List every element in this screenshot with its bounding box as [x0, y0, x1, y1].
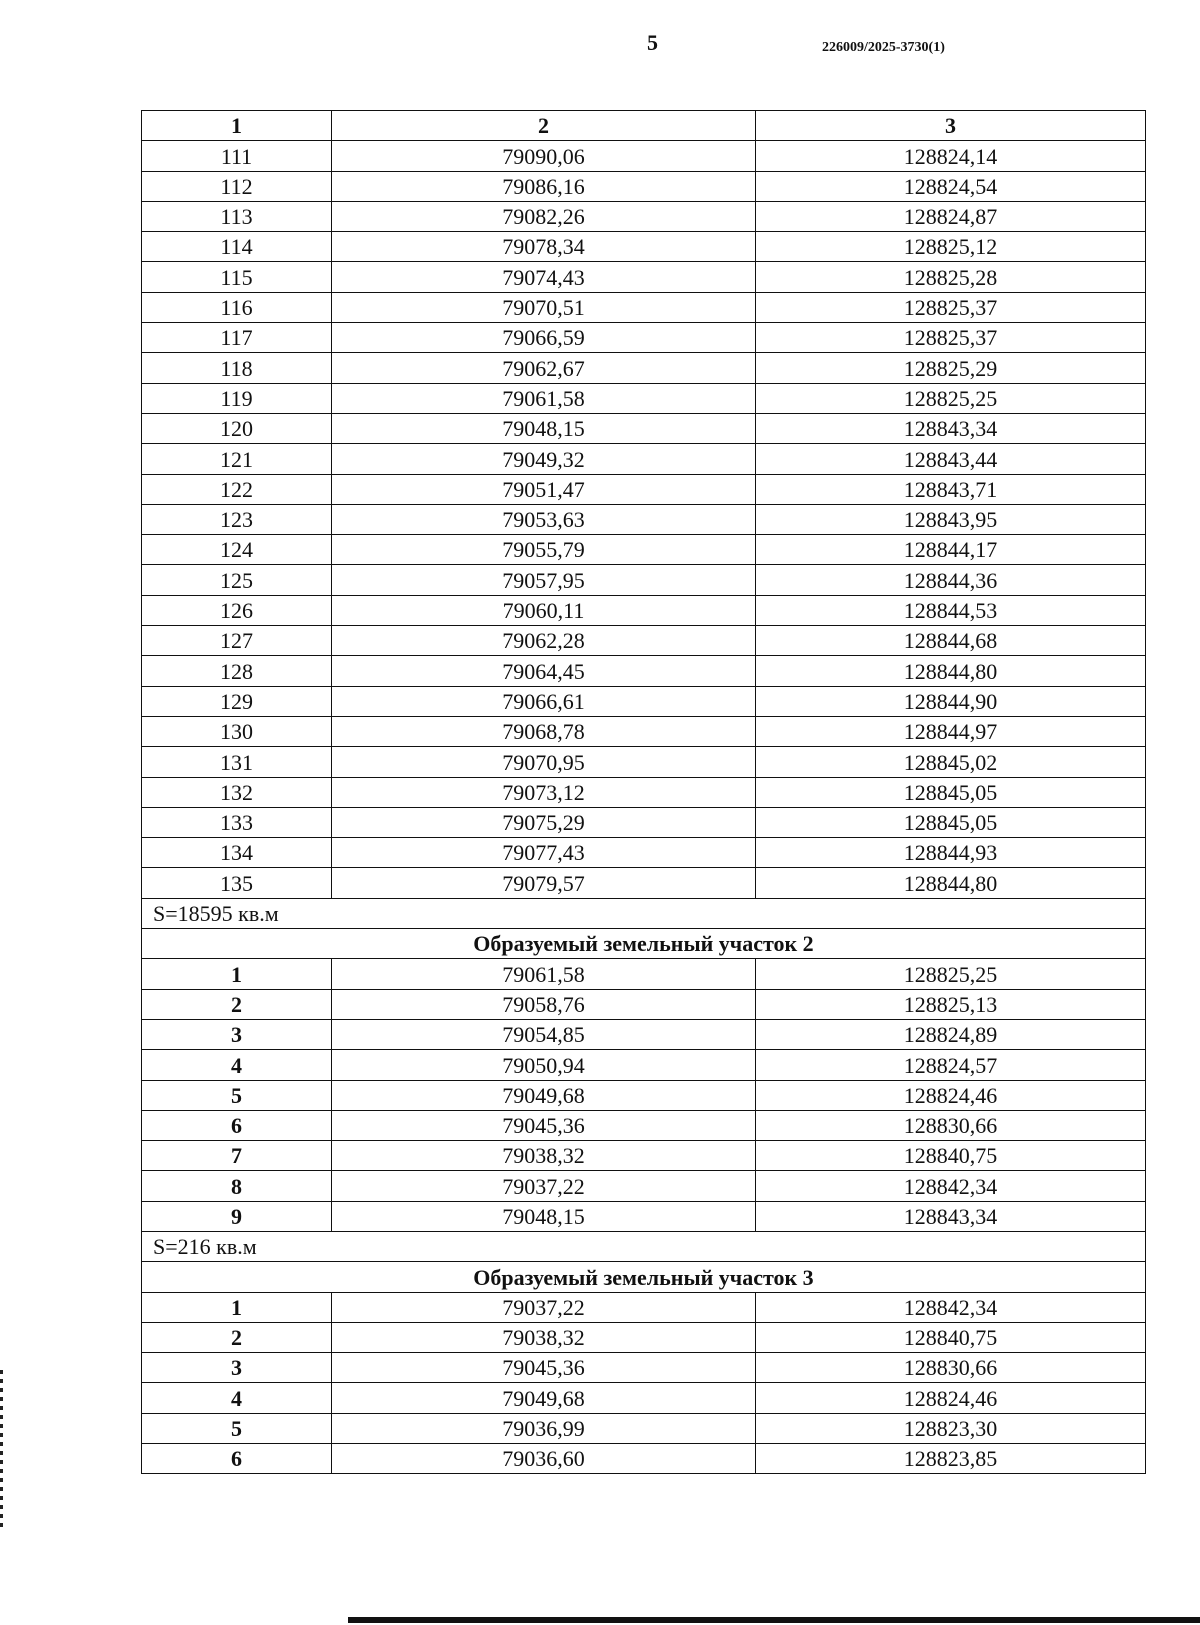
y-coordinate-cell: 128824,14: [756, 141, 1146, 171]
x-coordinate-cell: 79068,78: [332, 716, 756, 746]
table-row: [142, 626, 1146, 656]
point-number-cell: 113: [142, 201, 332, 231]
x-coordinate-cell: 79054,85: [332, 1019, 756, 1049]
table-row: [142, 777, 1146, 807]
column-header: 3: [756, 111, 1146, 141]
point-number-cell: 124: [142, 535, 332, 565]
point-number-cell: 117: [142, 323, 332, 353]
point-number-cell: 130: [142, 716, 332, 746]
section-title: Образуемый земельный участок 2: [142, 929, 1146, 959]
y-coordinate-cell: 128825,28: [756, 262, 1146, 292]
coordinates-table: [141, 110, 1146, 1474]
table-row: [142, 353, 1146, 383]
table-row: [142, 141, 1146, 171]
y-coordinate-cell: 128823,85: [756, 1444, 1146, 1474]
y-coordinate-cell: 128844,53: [756, 595, 1146, 625]
x-coordinate-cell: 79036,60: [332, 1444, 756, 1474]
point-number-cell: 9: [142, 1201, 332, 1231]
table-row: [142, 1141, 1146, 1171]
x-coordinate-cell: 79037,22: [332, 1171, 756, 1201]
point-number-cell: 3: [142, 1019, 332, 1049]
point-number-cell: 7: [142, 1141, 332, 1171]
table-row: [142, 1201, 1146, 1231]
y-coordinate-cell: 128844,68: [756, 626, 1146, 656]
table-row: [142, 232, 1146, 262]
table-body: [142, 141, 1146, 1474]
x-coordinate-cell: 79045,36: [332, 1110, 756, 1140]
y-coordinate-cell: 128824,87: [756, 201, 1146, 231]
x-coordinate-cell: 79070,51: [332, 292, 756, 322]
point-number-cell: 2: [142, 1322, 332, 1352]
table-row: [142, 747, 1146, 777]
table-row: [142, 595, 1146, 625]
area-row: [142, 1231, 1146, 1261]
x-coordinate-cell: 79073,12: [332, 777, 756, 807]
x-coordinate-cell: 79064,45: [332, 656, 756, 686]
y-coordinate-cell: 128844,90: [756, 686, 1146, 716]
x-coordinate-cell: 79060,11: [332, 595, 756, 625]
point-number-cell: 121: [142, 444, 332, 474]
table-row: [142, 1413, 1146, 1443]
y-coordinate-cell: 128843,34: [756, 413, 1146, 443]
x-coordinate-cell: 79062,28: [332, 626, 756, 656]
document-id: 226009/2025-3730(1): [822, 40, 945, 55]
table-row: [142, 989, 1146, 1019]
x-coordinate-cell: 79070,95: [332, 747, 756, 777]
point-number-cell: 8: [142, 1171, 332, 1201]
table-row: [142, 383, 1146, 413]
table-row: [142, 504, 1146, 534]
y-coordinate-cell: 128825,29: [756, 353, 1146, 383]
x-coordinate-cell: 79048,15: [332, 1201, 756, 1231]
point-number-cell: 129: [142, 686, 332, 716]
section-title: Образуемый земельный участок 3: [142, 1262, 1146, 1292]
y-coordinate-cell: 128844,80: [756, 656, 1146, 686]
table-row: [142, 1050, 1146, 1080]
point-number-cell: 131: [142, 747, 332, 777]
table-row: [142, 535, 1146, 565]
point-number-cell: 126: [142, 595, 332, 625]
point-number-cell: 122: [142, 474, 332, 504]
x-coordinate-cell: 79057,95: [332, 565, 756, 595]
y-coordinate-cell: 128842,34: [756, 1171, 1146, 1201]
y-coordinate-cell: 128843,95: [756, 504, 1146, 534]
y-coordinate-cell: 128825,37: [756, 292, 1146, 322]
point-number-cell: 123: [142, 504, 332, 534]
point-number-cell: 1: [142, 959, 332, 989]
y-coordinate-cell: 128825,25: [756, 383, 1146, 413]
y-coordinate-cell: 128830,66: [756, 1110, 1146, 1140]
y-coordinate-cell: 128843,71: [756, 474, 1146, 504]
table-row: [142, 323, 1146, 353]
table-row: [142, 716, 1146, 746]
point-number-cell: 128: [142, 656, 332, 686]
column-header: 2: [332, 111, 756, 141]
table-row: [142, 474, 1146, 504]
y-coordinate-cell: 128845,05: [756, 777, 1146, 807]
x-coordinate-cell: 79036,99: [332, 1413, 756, 1443]
table-row: [142, 1171, 1146, 1201]
x-coordinate-cell: 79058,76: [332, 989, 756, 1019]
table-row: [142, 807, 1146, 837]
area-row: [142, 898, 1146, 928]
point-number-cell: 114: [142, 232, 332, 262]
x-coordinate-cell: 79038,32: [332, 1322, 756, 1352]
point-number-cell: 118: [142, 353, 332, 383]
y-coordinate-cell: 128840,75: [756, 1141, 1146, 1171]
point-number-cell: 133: [142, 807, 332, 837]
table-row: [142, 1110, 1146, 1140]
y-coordinate-cell: 128842,34: [756, 1292, 1146, 1322]
point-number-cell: 3: [142, 1353, 332, 1383]
point-number-cell: 6: [142, 1110, 332, 1140]
point-number-cell: 6: [142, 1444, 332, 1474]
point-number-cell: 132: [142, 777, 332, 807]
point-number-cell: 5: [142, 1413, 332, 1443]
scan-left-edge: [0, 1370, 3, 1530]
point-number-cell: 125: [142, 565, 332, 595]
point-number-cell: 120: [142, 413, 332, 443]
table-row: [142, 171, 1146, 201]
y-coordinate-cell: 128844,17: [756, 535, 1146, 565]
y-coordinate-cell: 128844,93: [756, 838, 1146, 868]
x-coordinate-cell: 79061,58: [332, 959, 756, 989]
table-row: [142, 1444, 1146, 1474]
point-number-cell: 111: [142, 141, 332, 171]
x-coordinate-cell: 79075,29: [332, 807, 756, 837]
y-coordinate-cell: 128840,75: [756, 1322, 1146, 1352]
table-row: [142, 292, 1146, 322]
y-coordinate-cell: 128825,25: [756, 959, 1146, 989]
y-coordinate-cell: 128825,13: [756, 989, 1146, 1019]
point-number-cell: 1: [142, 1292, 332, 1322]
table-row: [142, 1383, 1146, 1413]
area-value: S=216 кв.м: [142, 1231, 1146, 1261]
point-number-cell: 4: [142, 1383, 332, 1413]
x-coordinate-cell: 79038,32: [332, 1141, 756, 1171]
section-title-row: [142, 929, 1146, 959]
table-row: [142, 444, 1146, 474]
table-row: [142, 1353, 1146, 1383]
x-coordinate-cell: 79055,79: [332, 535, 756, 565]
point-number-cell: 2: [142, 989, 332, 1019]
point-number-cell: 119: [142, 383, 332, 413]
y-coordinate-cell: 128843,34: [756, 1201, 1146, 1231]
point-number-cell: 116: [142, 292, 332, 322]
y-coordinate-cell: 128830,66: [756, 1353, 1146, 1383]
x-coordinate-cell: 79050,94: [332, 1050, 756, 1080]
y-coordinate-cell: 128824,57: [756, 1050, 1146, 1080]
y-coordinate-cell: 128844,80: [756, 868, 1146, 898]
x-coordinate-cell: 79090,06: [332, 141, 756, 171]
table-row: [142, 1080, 1146, 1110]
point-number-cell: 4: [142, 1050, 332, 1080]
x-coordinate-cell: 79049,68: [332, 1383, 756, 1413]
x-coordinate-cell: 79051,47: [332, 474, 756, 504]
table-row: [142, 413, 1146, 443]
table-row: [142, 868, 1146, 898]
x-coordinate-cell: 79077,43: [332, 838, 756, 868]
x-coordinate-cell: 79066,59: [332, 323, 756, 353]
y-coordinate-cell: 128824,46: [756, 1080, 1146, 1110]
table-row: [142, 656, 1146, 686]
x-coordinate-cell: 79066,61: [332, 686, 756, 716]
x-coordinate-cell: 79048,15: [332, 413, 756, 443]
x-coordinate-cell: 79062,67: [332, 353, 756, 383]
y-coordinate-cell: 128844,36: [756, 565, 1146, 595]
area-value: S=18595 кв.м: [142, 898, 1146, 928]
table-header-row: [142, 111, 1146, 141]
scan-bottom-edge: [348, 1617, 1200, 1623]
y-coordinate-cell: 128824,46: [756, 1383, 1146, 1413]
table-row: [142, 1322, 1146, 1352]
table-row: [142, 959, 1146, 989]
table-row: [142, 686, 1146, 716]
table-row: [142, 565, 1146, 595]
x-coordinate-cell: 79049,32: [332, 444, 756, 474]
y-coordinate-cell: 128824,54: [756, 171, 1146, 201]
x-coordinate-cell: 79037,22: [332, 1292, 756, 1322]
x-coordinate-cell: 79078,34: [332, 232, 756, 262]
table-row: [142, 262, 1146, 292]
y-coordinate-cell: 128825,12: [756, 232, 1146, 262]
table-row: [142, 201, 1146, 231]
section-title-row: [142, 1262, 1146, 1292]
point-number-cell: 135: [142, 868, 332, 898]
point-number-cell: 112: [142, 171, 332, 201]
y-coordinate-cell: 128825,37: [756, 323, 1146, 353]
point-number-cell: 134: [142, 838, 332, 868]
table-row: [142, 838, 1146, 868]
y-coordinate-cell: 128845,05: [756, 807, 1146, 837]
x-coordinate-cell: 79082,26: [332, 201, 756, 231]
page-number: 5: [647, 30, 658, 55]
x-coordinate-cell: 79045,36: [332, 1353, 756, 1383]
table-row: [142, 1019, 1146, 1049]
y-coordinate-cell: 128823,30: [756, 1413, 1146, 1443]
x-coordinate-cell: 79086,16: [332, 171, 756, 201]
point-number-cell: 115: [142, 262, 332, 292]
y-coordinate-cell: 128824,89: [756, 1019, 1146, 1049]
x-coordinate-cell: 79074,43: [332, 262, 756, 292]
point-number-cell: 127: [142, 626, 332, 656]
y-coordinate-cell: 128844,97: [756, 716, 1146, 746]
table-row: [142, 1292, 1146, 1322]
x-coordinate-cell: 79061,58: [332, 383, 756, 413]
x-coordinate-cell: 79049,68: [332, 1080, 756, 1110]
x-coordinate-cell: 79079,57: [332, 868, 756, 898]
x-coordinate-cell: 79053,63: [332, 504, 756, 534]
point-number-cell: 5: [142, 1080, 332, 1110]
y-coordinate-cell: 128843,44: [756, 444, 1146, 474]
column-header: 1: [142, 111, 332, 141]
y-coordinate-cell: 128845,02: [756, 747, 1146, 777]
